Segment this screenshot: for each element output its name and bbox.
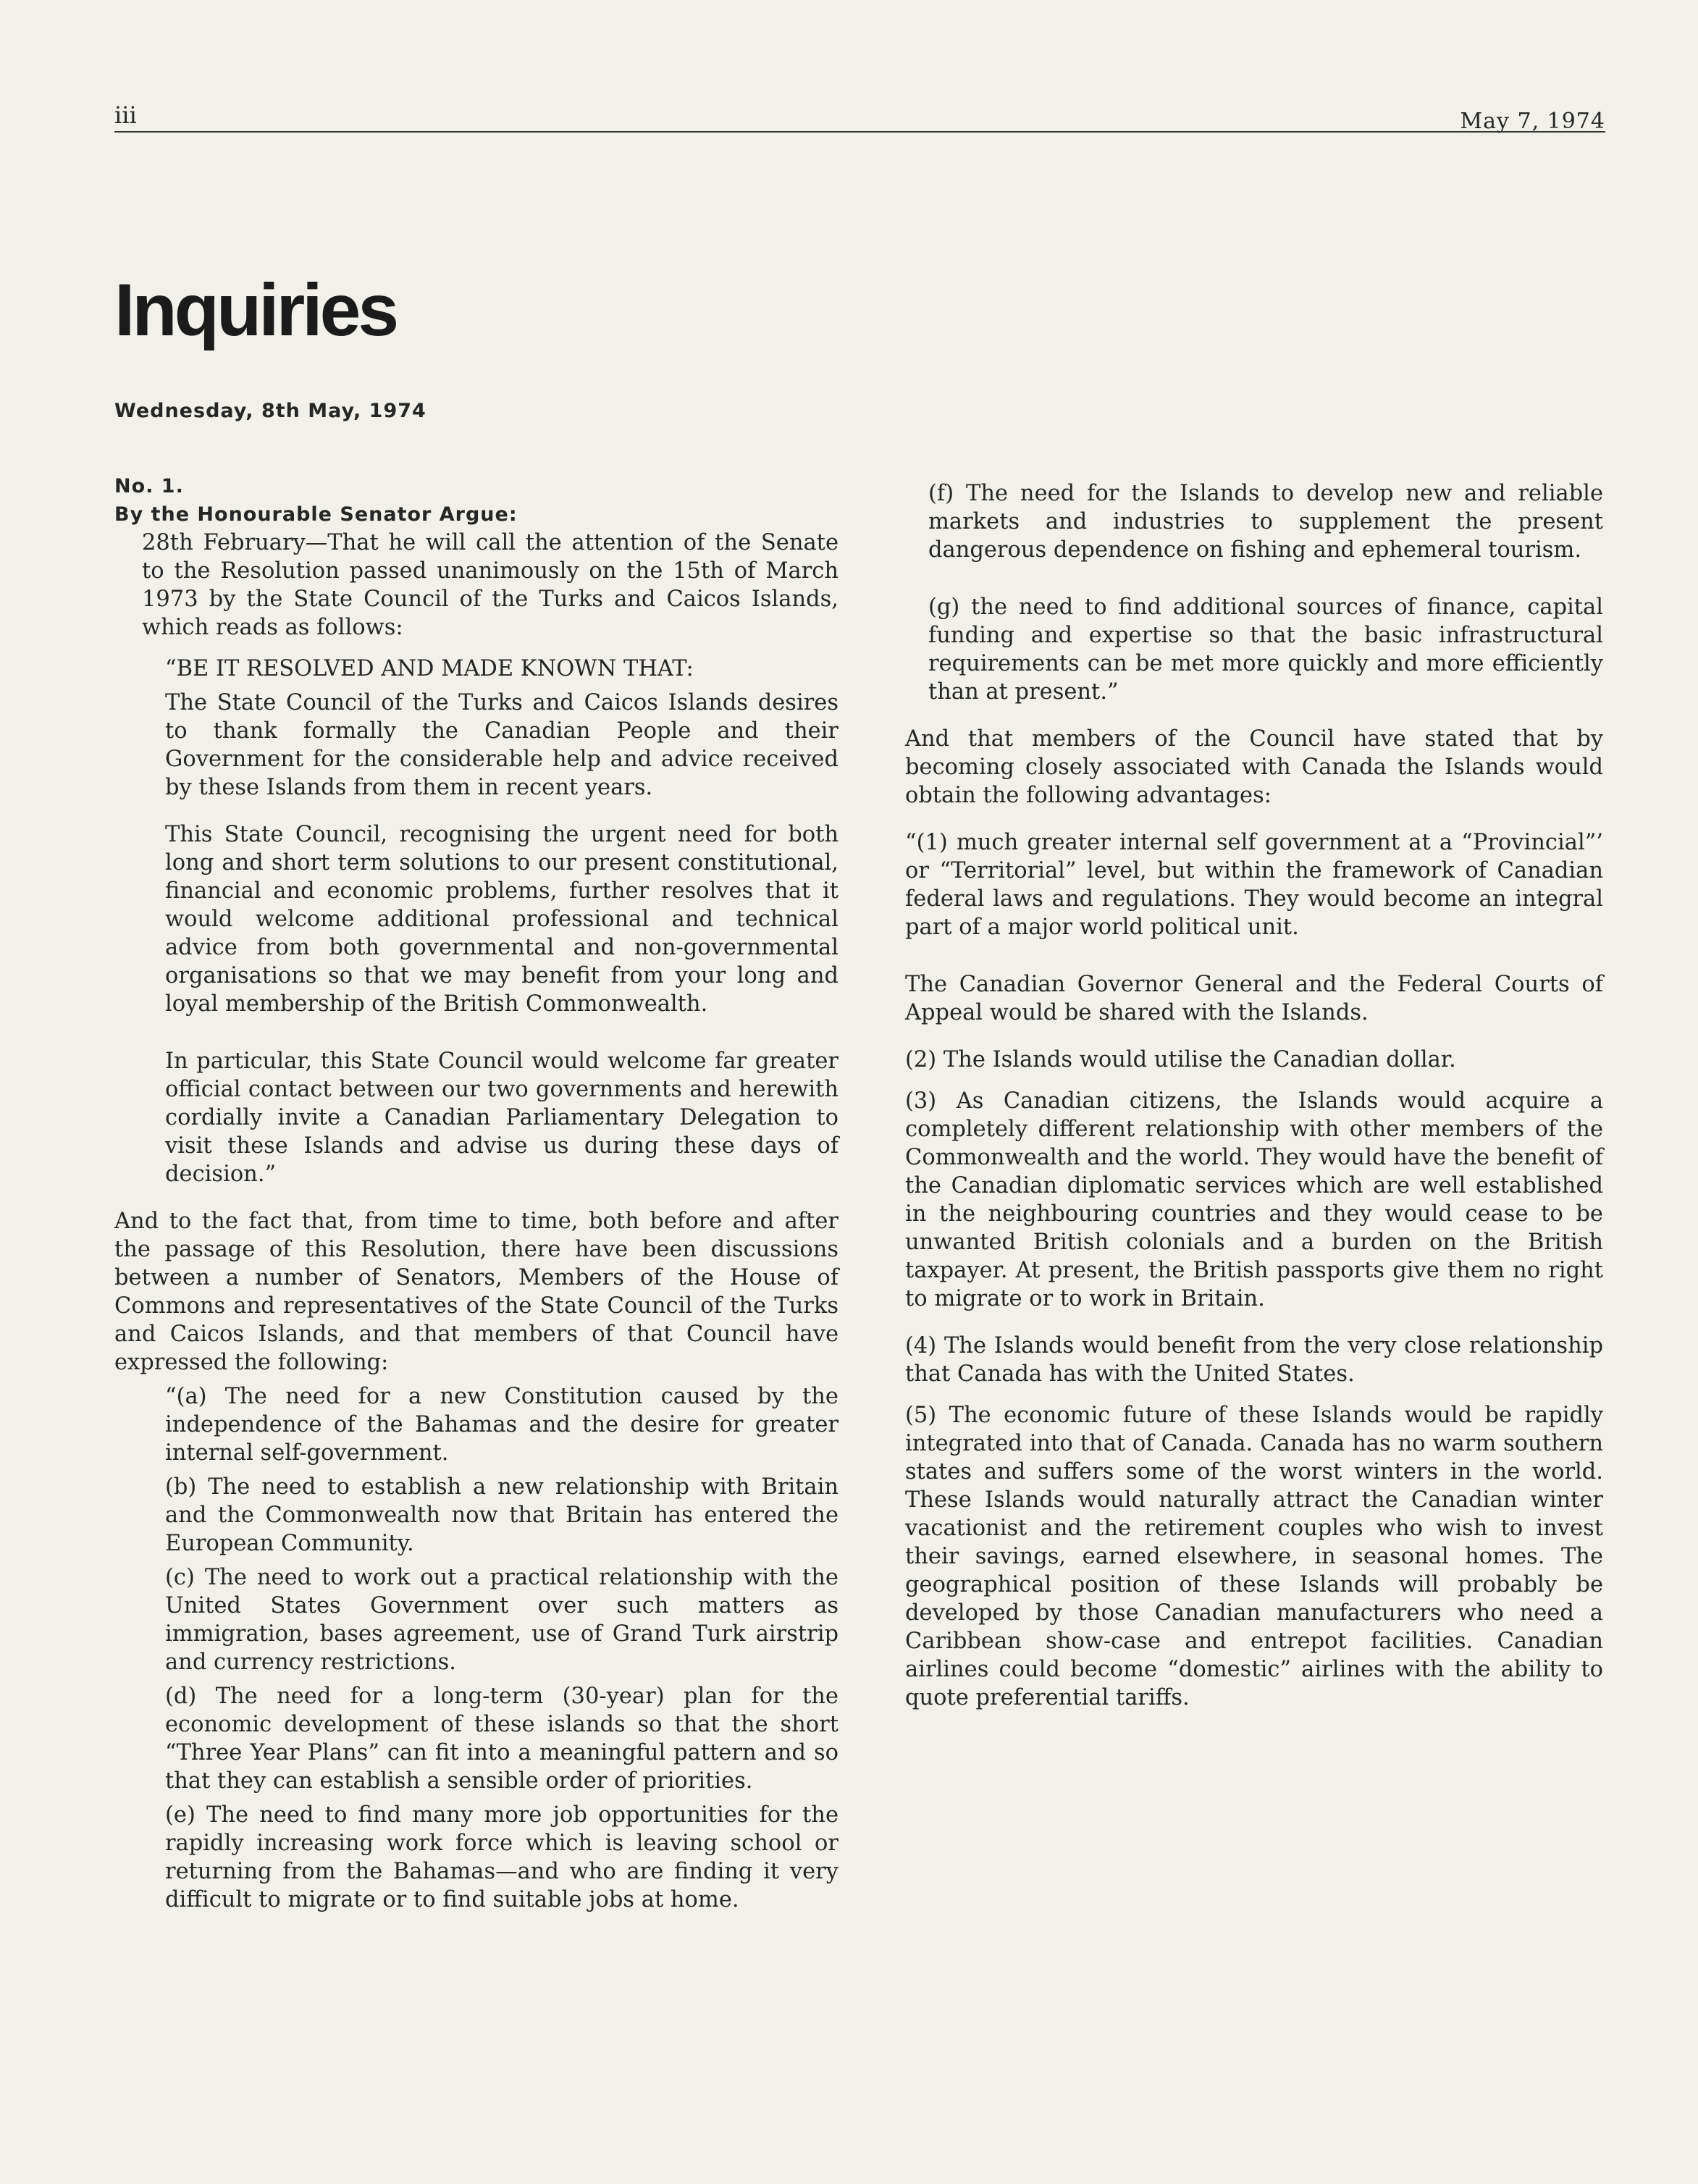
- page-date: May 7, 1974: [1460, 109, 1605, 134]
- resolution-heading: “BE IT RESOLVED AND MADE KNOWN THAT:: [165, 656, 694, 681]
- date-line: Wednesday, 8th May, 1974: [114, 400, 426, 422]
- right-column: [878, 466, 1603, 1712]
- advantages-intro: And that members of the Council have stated that by becoming closely associated with Canada the Islands would obtain the following advantages:: [905, 726, 1603, 808]
- list-item: “(a) The need for a new Constitution caused by the independence of the Bahamas and the desire for greater internal self-government.: [165, 1384, 839, 1466]
- inquiry-number: No. 1.: [114, 475, 184, 497]
- resolution-paragraph: The State Council of the Turks and Caicos Islands desires to thank formally the Canadian People and their Government for the considerable help and advice received by these Islands from them in recent years.: [165, 690, 839, 800]
- list-item: (d) The need for a long-term (30-year) plan for the economic development of these islands so that the short “Three Year Plans” can fit into a meaningful pattern and so that they can establish a sensible order of priorities.: [165, 1684, 839, 1794]
- advantage-item: The Canadian Governor General and the Federal Courts of Appeal would be shared with the Islands.: [905, 972, 1603, 1025]
- list-item: (b) The need to establish a new relationship with Britain and the Commonwealth now that Britain has entered the European Community.: [165, 1474, 839, 1556]
- list-item: (c) The need to work out a practical relationship with the United States Government over such matters as immigration, bases agreement, use of Grand Turk airstrip and currency restrictions.: [165, 1565, 839, 1675]
- advantage-item: (4) The Islands would benefit from the very close relationship that Canada has with the United States.: [905, 1333, 1603, 1387]
- header-rule: [114, 131, 1605, 133]
- list-item: (f) The need for the Islands to develop new and reliable markets and industries to supplement the present dangerous dependence on fishing and ephemeral tourism.: [928, 481, 1603, 563]
- resolution-paragraph: This State Council, recognising the urgent need for both long and short term solutions to our present constitutional, financial and economic problems, further resolves that it would welcome additional professional and technical advice from both governmental and non-governmental organisations so that we may benefit from your long and loyal membership of the British Commonwealth.: [165, 822, 839, 1017]
- list-item: (g) the need to find additional sources of finance, capital funding and expertise so that the basic infrastructural requirements can be met more quickly and more efficiently than at present.”: [928, 595, 1603, 705]
- left-column: [114, 472, 839, 1914]
- page-number: iii: [114, 101, 137, 129]
- advantage-item: (2) The Islands would utilise the Canadian dollar.: [905, 1047, 1456, 1072]
- inquiry-byline: By the Honourable Senator Argue:: [114, 503, 518, 526]
- page-title: Inquiries: [114, 269, 397, 351]
- advantage-item: (5) The economic future of these Islands would be rapidly integrated into that of Canada. Canada has no warm southern states and suffers some of the worst winters in the world. These Islands would naturally attract the Canadian winter vacationist and the retirement couples who wish to invest their savings, earned elsewhere, in seasonal homes. The geographical position of these Islands will probably be developed by those Canadian manufacturers who need a Caribbean show-case and entrepot facilities. Canadian airlines could become “domestic” airlines with the ability to quote preferential tariffs.: [905, 1403, 1603, 1710]
- advantage-item: (3) As Canadian citizens, the Islands would acquire a completely different relationship with other members of the Commonwealth and the world. They would have the benefit of the Canadian diplomatic services which are well established in the neighbouring countries and they would cease to be unwanted British colonials and a burden on the British taxpayer. At present, the British passports give them no right to migrate or to work in Britain.: [905, 1088, 1603, 1311]
- advantage-item: “(1) much greater internal self government at a “Provincial”’ or “Territorial” level, but within the framework of Canadian federal laws and regulations. They would become an integral part of a major world political unit.: [905, 830, 1603, 940]
- resolution-paragraph: In particular, this State Council would welcome far greater official contact between our two governments and herewith cordially invite a Canadian Parliamentary Delegation to visit these Islands and advise us during these days of decision.”: [165, 1049, 839, 1187]
- list-item: (e) The need to find many more job opportunities for the rapidly increasing work force which is leaving school or returning from the Bahamas—and who are finding it very difficult to migrate or to find suitable jobs at home.: [165, 1802, 839, 1912]
- inquiry-intro: 28th February—That he will call the attention of the Senate to the Resolution passed unanimously on the 15th of March 1973 by the State Council of the Turks and Caicos Islands, which reads as follows:: [142, 530, 839, 640]
- fact-paragraph: And to the fact that, from time to time, both before and after the passage of this Resolution, there have been discussions between a number of Senators, Members of the House of Commons and representatives of the State Council of the Turks and Caicos Islands, and that members of that Council have expressed the following:: [114, 1209, 839, 1375]
